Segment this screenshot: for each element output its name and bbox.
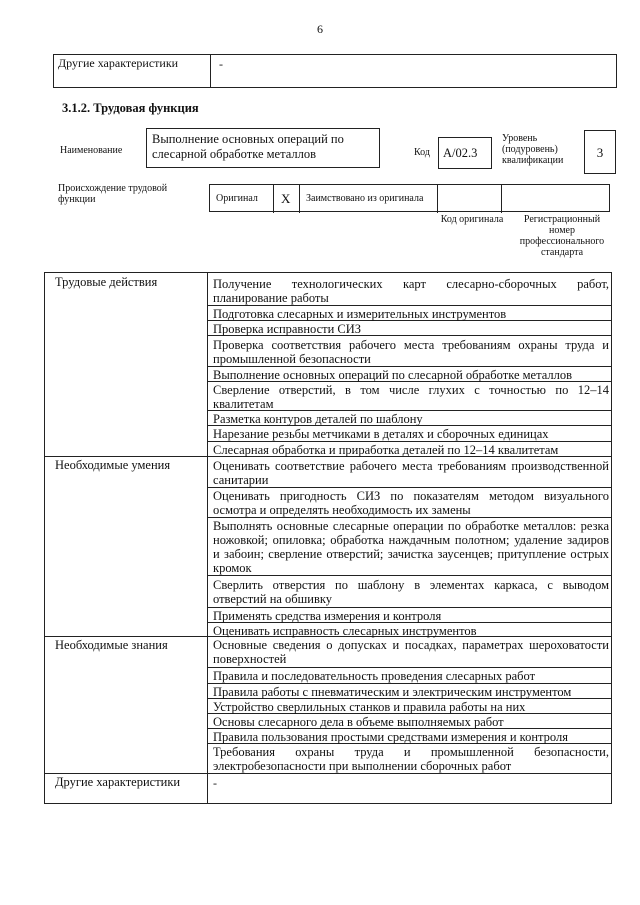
code-value-box: A/02.3 [438,137,492,169]
action-item: Слесарная обработка и приработка деталей по 12–14 квалитетам [213,443,559,457]
skill-item: Оценивать соответствие рабочего места требованиям производственной санитарии [213,459,609,487]
top-other-value: - [219,57,223,71]
section-divider [45,773,611,774]
skill-item: Оценивать исправность слесарных инструментов [213,624,477,638]
row-line [207,683,611,684]
knowledge-item: Правила работы с пневматическим и электрическим инструментом [213,685,572,699]
row-line [207,366,611,367]
skill-item: Применять средства измерения и контроля [213,609,442,623]
skill-item: Выполнять основные слесарные операции по обработке металлов: резка ножовкой; опиловка; обработка наждачным полотном; удаление задиров и забоин; сверление отверстий; зачистка заусенцев; притупление острых кромок [213,519,609,575]
level-value-box: 3 [584,130,616,174]
origin-borrowed-cell: Заимствовано из оригинала [300,185,438,213]
action-item: Нарезание резьбы метчиками в деталях и сборочных единицах [213,427,549,441]
row-line [207,667,611,668]
action-item: Разметка контуров деталей по шаблону [213,412,423,426]
top-other-label: Другие характеристики [54,55,211,87]
skill-item: Оценивать пригодность СИЗ по показателям методом визуального осмотра и определять необходимость их замены [213,489,609,517]
skill-item: Сверлить отверстия по шаблону в элементах каркаса, с выводом отверстий на обшивку [213,578,609,606]
action-item: Проверка соответствия рабочего места требованиям охраны труда и промышленной безопасности [213,338,609,366]
knowledge-label: Необходимые знания [55,638,168,652]
reg-number-caption: Регистрационный номер профессионального стандарта [519,214,605,258]
row-line [207,305,611,306]
origin-reg-cell [502,185,609,213]
action-item: Выполнение основных операций по слесарной обработке металлов [213,368,573,382]
row-line [207,487,611,488]
knowledge-item: Требования охраны труда и промышленной безопасности, электробезопасности при выполнении сборочных работ [213,745,609,773]
origin-row [209,184,610,212]
top-other-characteristics-table [53,54,617,88]
origin-original-cell: Оригинал [210,185,274,213]
action-item: Подготовка слесарных и измерительных инструментов [213,307,507,321]
knowledge-item: Правила и последовательность проведения слесарных работ [213,669,536,683]
labor-function-table [44,272,612,804]
column-divider [207,273,208,803]
row-line [207,575,611,576]
knowledge-item: Правила пользования простыми средствами измерения и контроля [213,730,568,744]
skills-label: Необходимые умения [55,458,171,472]
code-original-caption: Код оригинала [440,214,504,225]
function-name-box: Выполнение основных операций по слесарной обработке металлов [146,128,380,168]
knowledge-item: Основные сведения о допусках и посадках, параметрах шероховатости поверхностей [213,638,609,666]
action-item: Проверка исправности СИЗ [213,322,362,336]
name-label: Наименование [60,145,123,156]
row-line [207,607,611,608]
origin-mark-cell: X [274,185,300,213]
actions-label: Трудовые действия [55,275,158,289]
knowledge-item: Устройство сверлильных станков и правила работы на них [213,700,526,714]
action-item: Получение технологических карт слесарно-сборочных работ, планирование работы [213,277,609,305]
action-item: Сверление отверстий, в том числе глухих с точностью по 12–14 квалитетам [213,383,609,411]
row-line [207,441,611,442]
other-label: Другие характеристики [55,775,181,789]
code-label: Код [414,147,430,158]
knowledge-item: Основы слесарного дела в объеме выполняемых работ [213,715,504,729]
row-line [207,517,611,518]
other-value: - [213,776,217,790]
section-title: 3.1.2. Трудовая функция [62,101,199,115]
page-number: 6 [317,22,323,36]
level-label: Уровень (подуровень) квалификации [502,133,564,166]
origin-code-cell [438,185,502,213]
origin-label: Происхождение трудовой функции [58,183,168,205]
